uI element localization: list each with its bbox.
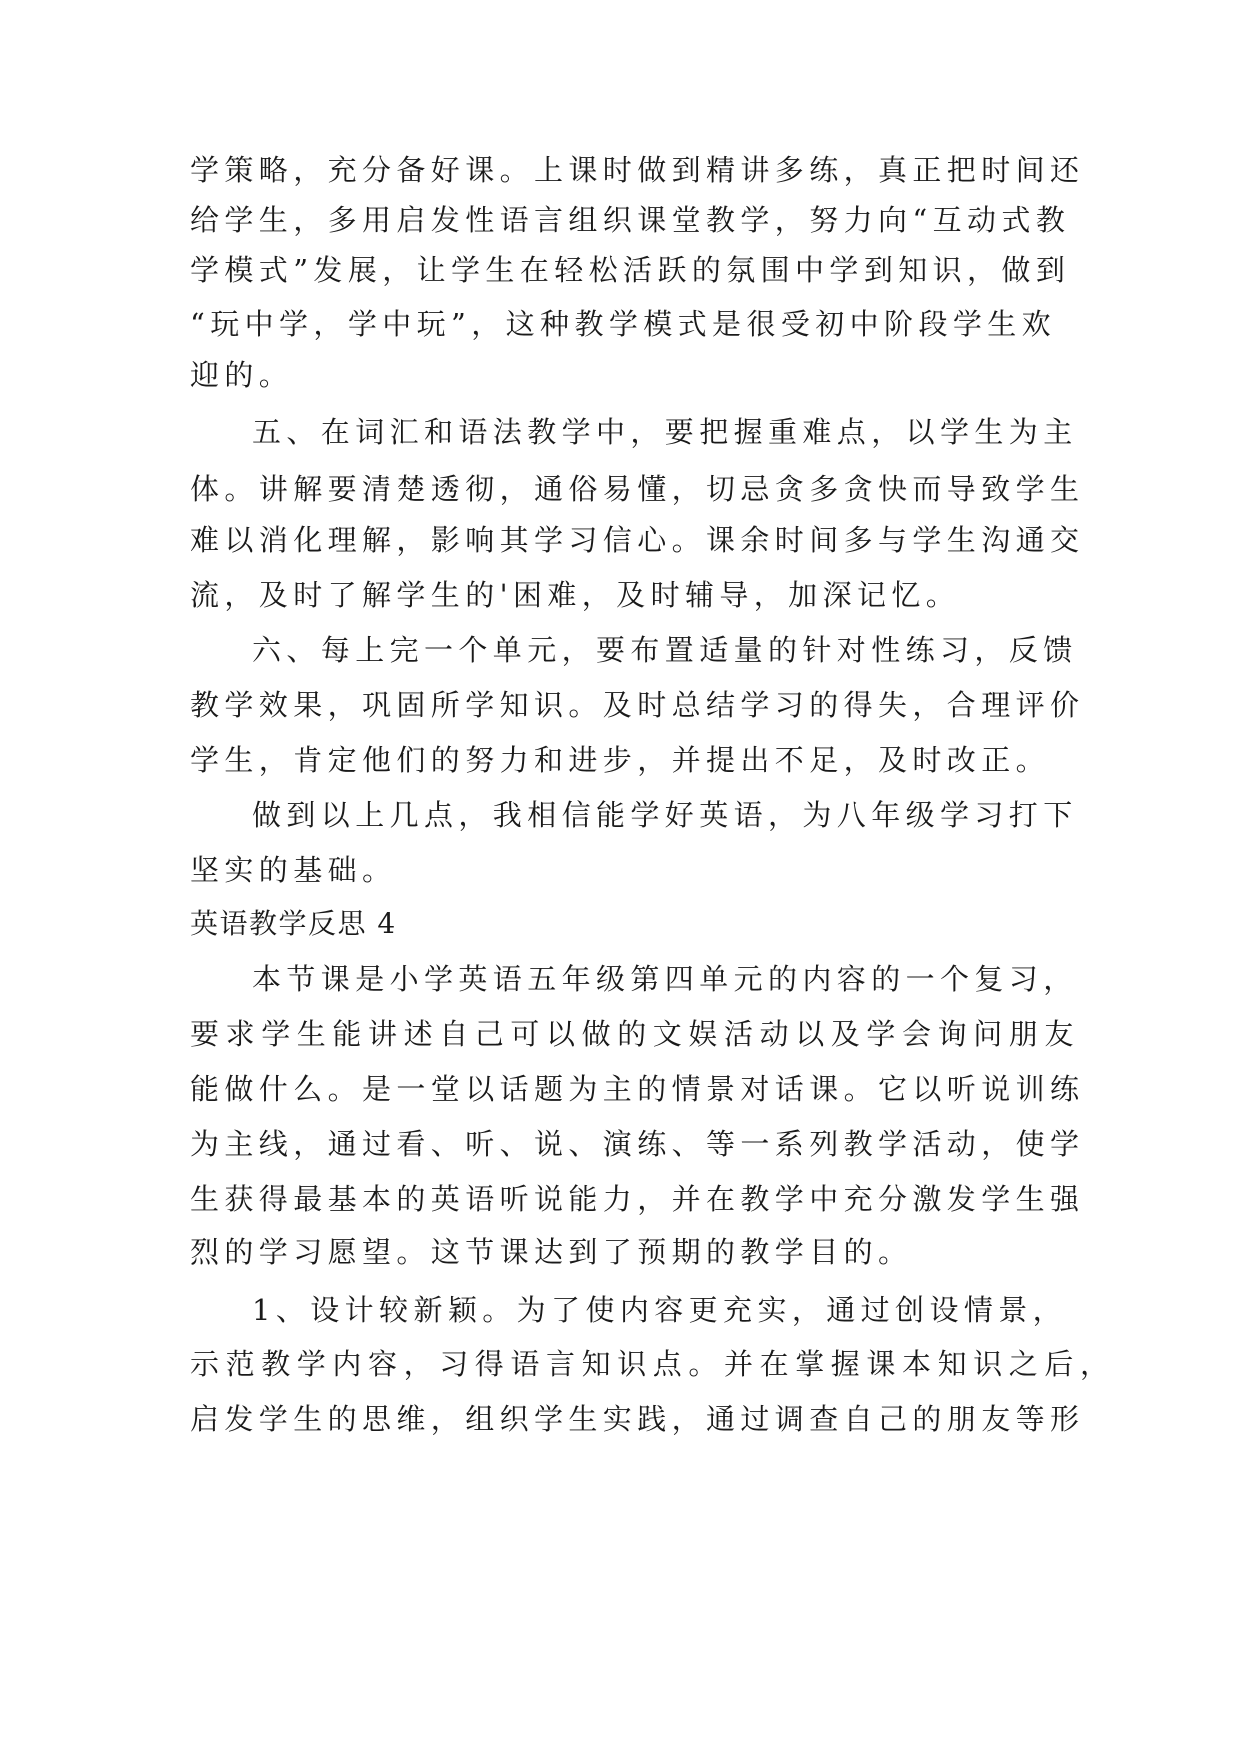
text-line: 迎的。: [190, 358, 294, 392]
text-line: 学模式”发展，让学生在轻松活跃的氛围中学到知识，做到: [190, 253, 1071, 287]
text-line: 本节课是小学英语五年级第四单元的内容的一个复习，: [252, 962, 1078, 996]
text-line: 体。讲解要清楚透彻，通俗易懂，切忌贪多贪快而导致学生: [190, 472, 1085, 506]
text-line: 生获得最基本的英语听说能力，并在教学中充分激发学生强: [190, 1182, 1085, 1216]
text-line: 五、在词汇和语法教学中，要把握重难点，以学生为主: [252, 415, 1078, 449]
text-line: 学生，肯定他们的努力和进步，并提出不足，及时改正。: [190, 743, 1051, 777]
text-line: 六、每上完一个单元，要布置适量的针对性练习，反馈: [252, 633, 1078, 667]
text-line: 给学生，多用启发性语言组织课堂教学，努力向“互动式教: [190, 203, 1071, 237]
text-line: 示范教学内容，习得语言知识点。并在掌握课本知识之后，: [190, 1347, 1116, 1381]
text-line: 1、设计较新颖。为了使内容更充实，通过创设情景，: [252, 1293, 1068, 1327]
text-line: 要求学生能讲述自己可以做的文娱活动以及学会询问朋友: [190, 1017, 1081, 1051]
text-line: “玩中学，学中玩”，这种教学模式是很受初中阶段学生欢: [190, 307, 1057, 341]
text-line: 难以消化理解，影响其学习信心。课余时间多与学生沟通交: [190, 523, 1085, 557]
text-line: 教学效果，巩固所学知识。及时总结学习的得失，合理评价: [190, 688, 1085, 722]
text-line: 坚实的基础。: [190, 853, 397, 887]
text-line: 为主线，通过看、听、说、演练、等一系列教学活动，使学: [190, 1127, 1085, 1161]
text-line: 烈的学习愿望。这节课达到了预期的教学目的。: [190, 1235, 913, 1269]
text-line: 能做什么。是一堂以话题为主的情景对话课。它以听说训练: [190, 1072, 1085, 1106]
text-line: 做到以上几点，我相信能学好英语，为八年级学习打下: [252, 798, 1078, 832]
text-line: 流，及时了解学生的'困难，及时辅导，加深记忆。: [190, 578, 961, 612]
text-line: 启发学生的思维，组织学生实践，通过调查自己的朋友等形: [190, 1402, 1085, 1436]
section-heading: 英语教学反思 4: [190, 907, 397, 940]
text-line: 学策略，充分备好课。上课时做到精讲多练，真正把时间还: [190, 153, 1085, 187]
